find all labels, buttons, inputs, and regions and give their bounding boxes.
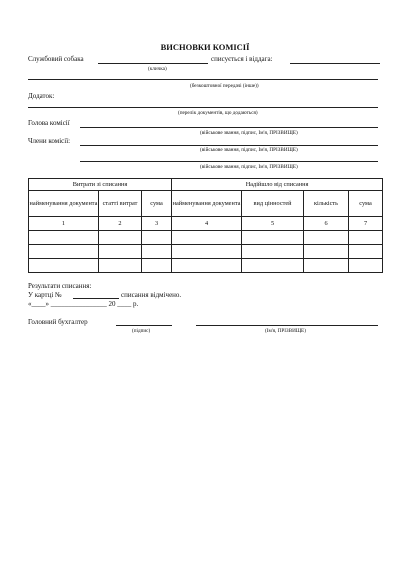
results-label: Результати списання: xyxy=(28,282,92,290)
member-2-rank-caption: (військове звання, підпис, Ім'я, ПРІЗВИЩЕ) xyxy=(200,164,298,170)
column-number: 5 xyxy=(242,217,304,231)
dog-nickname-field[interactable] xyxy=(98,63,208,64)
table-row xyxy=(29,245,383,259)
attachment-field[interactable] xyxy=(28,107,378,108)
write-off-table xyxy=(28,178,383,273)
column-header: найменування документа xyxy=(29,191,99,217)
table-cell[interactable] xyxy=(29,259,99,273)
table-cell[interactable] xyxy=(172,245,242,259)
column-header: статті витрат xyxy=(99,191,142,217)
table-cell[interactable] xyxy=(172,259,242,273)
accountant-signature-field[interactable] xyxy=(116,325,172,326)
group-header-received: Надійшло від списання xyxy=(172,179,383,191)
table-row xyxy=(29,231,383,245)
page-title: ВИСНОВКИ КОМІСІЇ xyxy=(160,42,250,52)
date-line: «____» ________________ 20 ____ р. xyxy=(28,300,139,308)
docs-caption: (перелік документів, що додаються) xyxy=(178,110,258,116)
column-number: 7 xyxy=(349,217,383,231)
transfer-caption: (безкоштовної передачі (інше)) xyxy=(190,83,259,89)
member-1-rank-caption: (військове звання, підпис, Ім'я, ПРІЗВИЩЕ) xyxy=(200,147,298,153)
table-cell[interactable] xyxy=(29,231,99,245)
chair-field[interactable] xyxy=(80,127,378,128)
accountant-name-field[interactable] xyxy=(196,325,378,326)
column-number: 4 xyxy=(172,217,242,231)
column-header: найменування документа xyxy=(172,191,242,217)
column-header: вид цінностей xyxy=(242,191,304,217)
dog-label: Службовий собака xyxy=(28,55,84,63)
name-caption: (Ім'я, ПРІЗВИЩЕ) xyxy=(265,328,306,334)
column-header: сума xyxy=(142,191,172,217)
transfer-field[interactable] xyxy=(28,79,378,80)
column-header: кількість xyxy=(304,191,349,217)
column-number: 3 xyxy=(142,217,172,231)
table-cell[interactable] xyxy=(242,231,304,245)
chair-label: Голова комісії xyxy=(28,119,70,127)
table-cell[interactable] xyxy=(29,245,99,259)
chair-rank-caption: (військове звання, підпис, Ім'я, ПРІЗВИЩЕ) xyxy=(200,130,298,136)
column-header: сума xyxy=(349,191,383,217)
table-cell[interactable] xyxy=(349,231,383,245)
accountant-label: Головний бухгалтер xyxy=(28,318,88,326)
table-cell[interactable] xyxy=(304,231,349,245)
column-number: 1 xyxy=(29,217,99,231)
dog-suffix: списується і віддага: xyxy=(211,55,273,63)
column-number: 2 xyxy=(99,217,142,231)
group-header-expenses: Витрати зі списання xyxy=(29,179,172,191)
signature-caption: (підпис) xyxy=(132,328,151,334)
table-cell[interactable] xyxy=(242,245,304,259)
table-cell[interactable] xyxy=(349,245,383,259)
card-line-suffix: списання відмічено. xyxy=(121,291,182,299)
nickname-caption: (кличка) xyxy=(148,66,167,72)
card-line-prefix: У картці № xyxy=(28,291,62,299)
table-cell[interactable] xyxy=(349,259,383,273)
member-1-field[interactable] xyxy=(80,145,378,146)
table-cell[interactable] xyxy=(99,245,142,259)
card-number-field[interactable] xyxy=(73,298,119,299)
table-cell[interactable] xyxy=(304,245,349,259)
table-cell[interactable] xyxy=(304,259,349,273)
column-number: 6 xyxy=(304,217,349,231)
attachment-label: Додаток: xyxy=(28,92,55,100)
dog-recipient-field[interactable] xyxy=(290,63,380,64)
members-label: Члени комісії: xyxy=(28,137,71,145)
member-2-field[interactable] xyxy=(80,161,378,162)
table-cell[interactable] xyxy=(142,259,172,273)
table-cell[interactable] xyxy=(142,245,172,259)
table-cell[interactable] xyxy=(142,231,172,245)
table-cell[interactable] xyxy=(99,231,142,245)
table-row xyxy=(29,259,383,273)
table-cell[interactable] xyxy=(172,231,242,245)
table-cell[interactable] xyxy=(242,259,304,273)
table-cell[interactable] xyxy=(99,259,142,273)
